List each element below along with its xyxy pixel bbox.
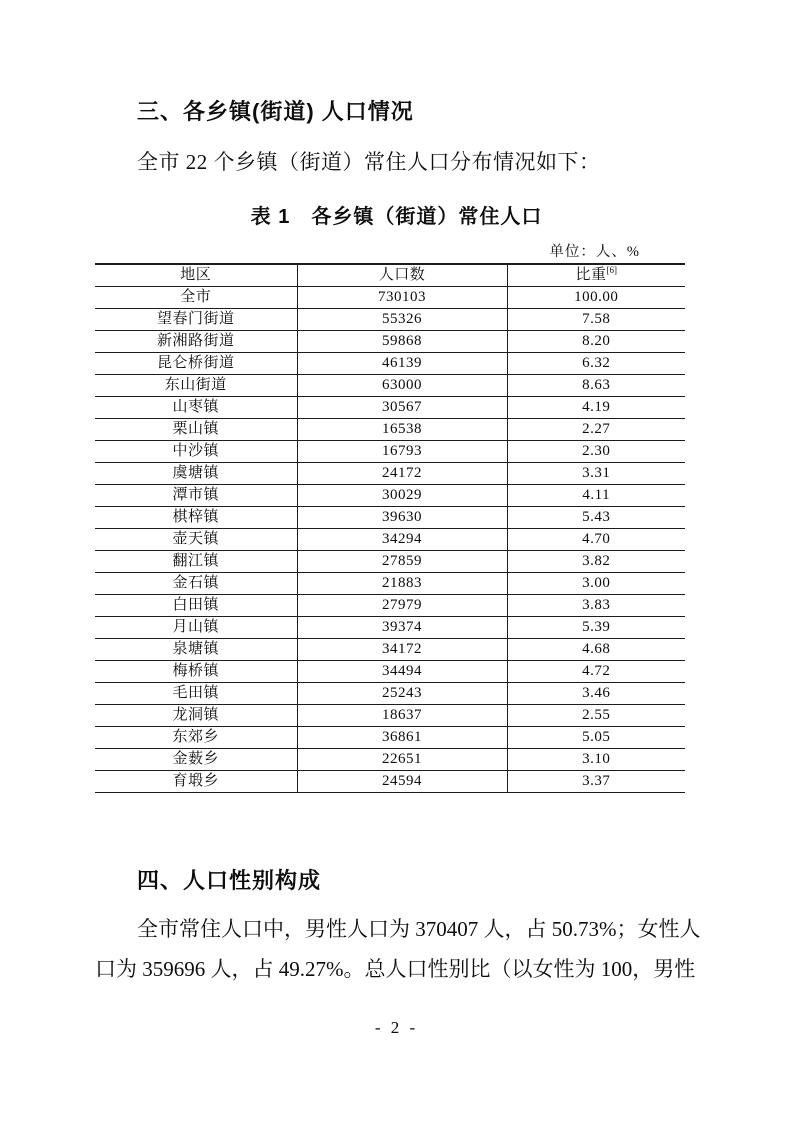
cell-share: 7.58 [507,309,685,331]
cell-population: 16538 [297,419,507,441]
cell-region: 中沙镇 [95,441,297,463]
table-row [95,397,685,419]
cell-share: 3.31 [507,463,685,485]
table-row [95,485,685,507]
table-row [95,419,685,441]
cell-share: 4.68 [507,639,685,661]
cell-region: 金石镇 [95,573,297,595]
table-row [95,309,685,331]
table-row [95,507,685,529]
section4-paragraph-line1: 全市常住人口中，男性人口为 370407 人，占 50.73%；女性人 [137,917,701,941]
cell-population: 34172 [297,639,507,661]
cell-share: 8.63 [507,375,685,397]
cell-population: 27859 [297,551,507,573]
cell-population: 59868 [297,331,507,353]
cell-region: 龙洞镇 [95,705,297,727]
cell-population: 34494 [297,661,507,683]
table-row [95,639,685,661]
cell-population: 24594 [297,771,507,793]
table-title: 表 1 各乡镇（街道）常住人口 [250,206,543,228]
section3-intro-paragraph: 全市 22 个乡镇（街道）常住人口分布情况如下： [137,150,601,174]
cell-population: 39630 [297,507,507,529]
table-row [95,661,685,683]
cell-population: 18637 [297,705,507,727]
cell-region: 月山镇 [95,617,297,639]
cell-share: 4.72 [507,661,685,683]
footnote-ref-6: [6] [606,265,617,275]
cell-share: 3.00 [507,573,685,595]
cell-share: 3.83 [507,595,685,617]
table-row [95,529,685,551]
cell-share: 4.19 [507,397,685,419]
table-row [95,287,685,309]
table-header-row [95,264,685,287]
cell-population: 21883 [297,573,507,595]
cell-share: 2.27 [507,419,685,441]
cell-share: 3.10 [507,749,685,771]
cell-region: 金薮乡 [95,749,297,771]
population-table [95,263,685,793]
table-row [95,331,685,353]
cell-population: 39374 [297,617,507,639]
cell-region: 育塅乡 [95,771,297,793]
section3-heading: 三、各乡镇(街道) 人口情况 [137,99,414,124]
column-header-share [507,264,685,287]
table-row [95,353,685,375]
cell-region: 翻江镇 [95,551,297,573]
cell-population: 25243 [297,683,507,705]
table-row [95,375,685,397]
cell-region: 白田镇 [95,595,297,617]
cell-share: 2.30 [507,441,685,463]
cell-population: 22651 [297,749,507,771]
cell-region: 潭市镇 [95,485,297,507]
cell-share: 3.82 [507,551,685,573]
table-row [95,573,685,595]
cell-share: 5.39 [507,617,685,639]
cell-region: 昆仑桥街道 [95,353,297,375]
cell-region: 泉塘镇 [95,639,297,661]
cell-share: 4.70 [507,529,685,551]
cell-region: 东郊乡 [95,727,297,749]
cell-share: 5.43 [507,507,685,529]
cell-population: 63000 [297,375,507,397]
cell-region: 棋梓镇 [95,507,297,529]
cell-region: 望春门街道 [95,309,297,331]
cell-population: 730103 [297,287,507,309]
column-header-share-label: 比重 [575,267,607,283]
cell-region: 梅桥镇 [95,661,297,683]
table-row [95,683,685,705]
cell-region: 壶天镇 [95,529,297,551]
cell-population: 46139 [297,353,507,375]
table-row [95,771,685,793]
cell-region: 全市 [95,287,297,309]
cell-share: 3.37 [507,771,685,793]
cell-population: 34294 [297,529,507,551]
cell-population: 24172 [297,463,507,485]
table-row [95,551,685,573]
cell-region: 栗山镇 [95,419,297,441]
cell-region: 毛田镇 [95,683,297,705]
unit-note: 单位：人、% [549,244,640,260]
column-header-region: 地区 [95,264,297,287]
table-row [95,441,685,463]
table-row [95,705,685,727]
cell-share: 3.46 [507,683,685,705]
cell-region: 东山街道 [95,375,297,397]
cell-share: 6.32 [507,353,685,375]
cell-share: 5.05 [507,727,685,749]
cell-population: 16793 [297,441,507,463]
cell-population: 30029 [297,485,507,507]
cell-share: 8.20 [507,331,685,353]
cell-share: 2.55 [507,705,685,727]
section4-paragraph-line2: 口为 359696 人，占 49.27%。总人口性别比（以女性为 100，男性 [95,957,696,981]
cell-region: 山枣镇 [95,397,297,419]
cell-region: 新湘路街道 [95,331,297,353]
table-row [95,727,685,749]
cell-region: 虞塘镇 [95,463,297,485]
section4-heading: 四、人口性别构成 [137,868,322,893]
table-row [95,595,685,617]
cell-population: 55326 [297,309,507,331]
cell-share: 100.00 [507,287,685,309]
cell-population: 36861 [297,727,507,749]
cell-share: 4.11 [507,485,685,507]
table-row [95,617,685,639]
column-header-population: 人口数 [297,264,507,287]
table-row [95,463,685,485]
table-row [95,749,685,771]
cell-population: 30567 [297,397,507,419]
page-number: - 2 - [374,1018,419,1037]
cell-population: 27979 [297,595,507,617]
